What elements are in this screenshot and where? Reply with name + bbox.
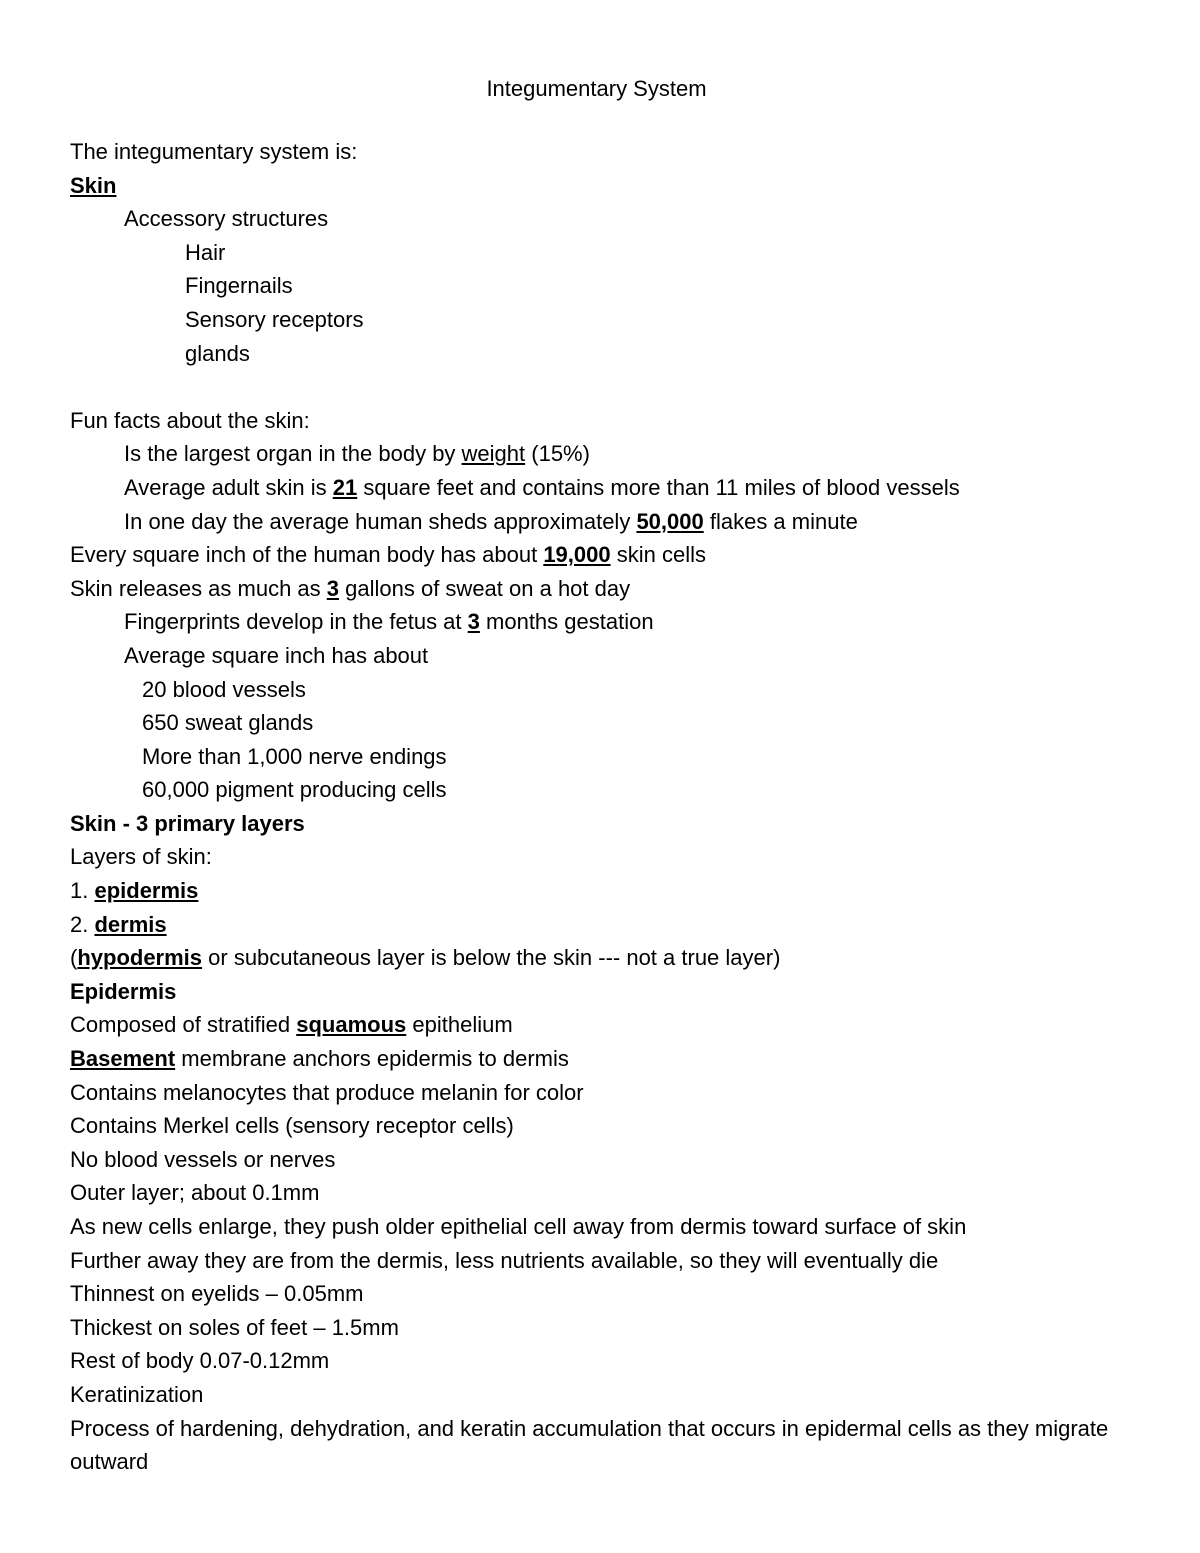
fact-emphasis: 50,000 <box>636 508 704 534</box>
fact-sweat: Skin releases as much as 3 gallons of sweat on a hot day <box>70 575 631 601</box>
fact-skin-area: Average adult skin is 21 square feet and contains more than 11 miles of blood vessels <box>124 474 960 500</box>
epidermis-line: Further away they are from the dermis, less nutrients available, so they will eventually die <box>70 1247 939 1273</box>
epidermis-line: Thickest on soles of feet – 1.5mm <box>70 1314 399 1340</box>
epidermis-line: Contains Merkel cells (sensory receptor cells) <box>70 1113 514 1139</box>
epidermis-line: Thinnest on eyelids – 0.05mm <box>70 1281 364 1307</box>
skin-label-text: Skin <box>70 172 117 198</box>
layer-name: hypodermis <box>77 945 203 971</box>
epidermis-line: No blood vessels or nerves <box>70 1146 336 1172</box>
layer-name: dermis <box>94 911 167 937</box>
epidermis-line: Keratinization <box>70 1381 204 1407</box>
fact-emphasis: 19,000 <box>543 542 611 568</box>
epidermis-line: As new cells enlarge, they push older epithelial cell away from dermis toward surface of skin <box>70 1214 967 1239</box>
epidermis-composed: Composed of stratified squamous epithelium <box>70 1012 513 1038</box>
layer-item-epidermis: 1. epidermis <box>70 878 199 904</box>
square-inch-item-pigment-cells: 60,000 pigment producing cells <box>142 777 447 803</box>
layers-heading: Skin - 3 primary layers <box>70 810 305 836</box>
intro-heading: The integumentary system is: <box>70 139 358 164</box>
blank-line <box>70 370 1180 404</box>
fact-emphasis: 21 <box>332 474 358 500</box>
page-title: Integumentary System <box>486 76 707 101</box>
accessory-item-fingernails: Fingernails <box>185 273 293 299</box>
hypodermis-note: (hypodermis or subcutaneous layer is below the skin --- not a true layer) <box>70 945 781 971</box>
accessory-item-glands: glands <box>185 340 250 366</box>
term-emphasis: Basement <box>70 1046 176 1072</box>
epidermis-line: Outer layer; about 0.1mm <box>70 1180 320 1206</box>
fact-largest-organ: Is the largest organ in the body by weight (15%) <box>124 441 590 467</box>
fun-facts-heading: Fun facts about the skin: <box>70 407 310 433</box>
layers-subheading: Layers of skin: <box>70 844 212 870</box>
layer-item-dermis: 2. dermis <box>70 911 167 937</box>
term-emphasis: squamous <box>296 1012 407 1038</box>
accessory-item-sensory-receptors: Sensory receptors <box>185 306 364 332</box>
fact-skin-cells: Every square inch of the human body has about 19,000 skin cells <box>70 542 706 568</box>
epidermis-line: Contains melanocytes that produce melanin for color <box>70 1079 584 1105</box>
square-inch-item-sweat-glands: 650 sweat glands <box>142 710 314 736</box>
fact-fingerprints: Fingerprints develop in the fetus at 3 months gestation <box>124 609 654 635</box>
fact-shedding: In one day the average human sheds approximately 50,000 flakes a minute <box>124 508 858 534</box>
fact-emphasis: weight <box>461 441 526 467</box>
square-inch-item-nerve-endings: More than 1,000 nerve endings <box>142 743 447 769</box>
document-body <box>70 135 1180 1479</box>
keratinization-process: Process of hardening, dehydration, and keratin accumulation that occurs in epidermal cells as they migrate outward <box>70 1415 1109 1475</box>
accessory-heading: Accessory structures <box>124 206 329 232</box>
layer-name: epidermis <box>94 878 199 904</box>
epidermis-line: Rest of body 0.07-0.12mm <box>70 1348 330 1374</box>
accessory-item-hair: Hair <box>185 239 226 265</box>
epidermis-basement: Basement membrane anchors epidermis to dermis <box>70 1046 569 1072</box>
skin-label <box>70 169 1180 203</box>
epidermis-heading: Epidermis <box>70 978 177 1004</box>
square-inch-item-blood-vessels: 20 blood vessels <box>142 676 306 702</box>
fact-emphasis: 3 <box>467 609 480 635</box>
fact-emphasis: 3 <box>326 575 340 601</box>
square-inch-heading: Average square inch has about <box>124 642 429 668</box>
